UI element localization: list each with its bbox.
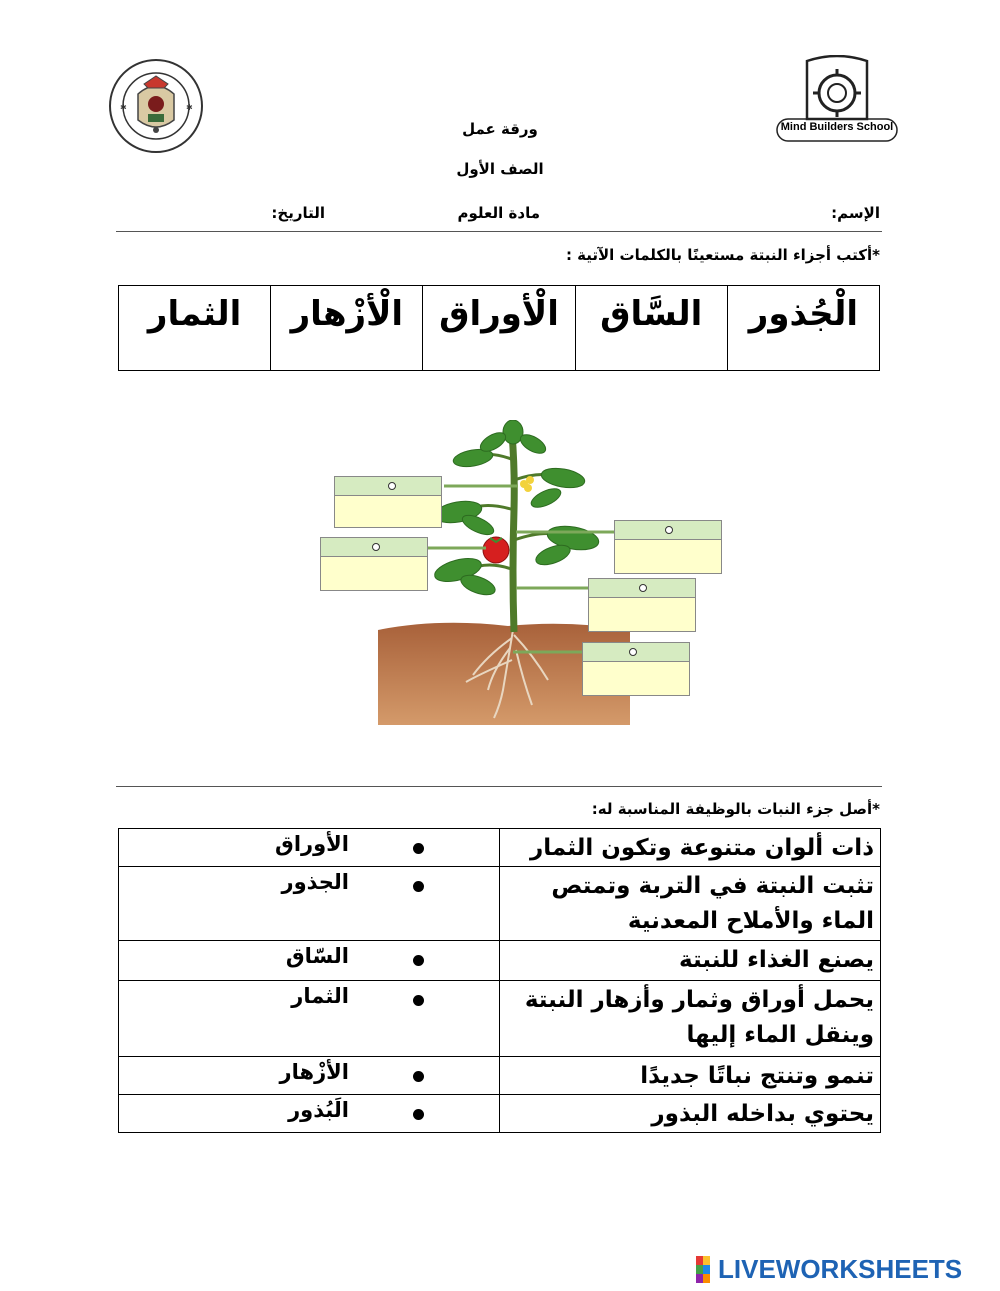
match-dot[interactable] [413,843,424,854]
word-cell: الْأزْهار [271,286,423,371]
table-row [119,1057,881,1095]
matching-table [118,828,881,1133]
header-divider [116,231,882,232]
worksheet-title: ورقة عمل [462,120,538,138]
part-label: الثمار [291,984,349,1008]
function-cell: تنمو وتنتج نباتًا جديدًا [500,1057,881,1095]
match-dot[interactable] [413,1071,424,1082]
brand-text: LIVEWORKSHEETS [718,1254,963,1284]
liveworksheets-logo-icon [696,1256,718,1284]
name-label: الإسم: [831,204,880,222]
part-label: الجذور [281,870,349,894]
function-cell: ذات ألوان متنوعة وتكون الثمار [500,829,881,867]
svg-text:✱: ✱ [120,103,127,112]
table-row [119,941,881,981]
match-dot[interactable] [413,1109,424,1120]
section1-instruction: *أكتب أجزاء النبتة مستعينًا بالكلمات الآتية : [565,246,880,264]
part-cell [119,981,500,1057]
part-label: السّاق [285,944,349,968]
word-cell: الْأوراق [423,286,575,371]
part-cell [119,941,500,981]
school-logo [775,55,899,145]
part-label: الأوراق [275,832,349,856]
school-logo-text: Mind Builders School [780,121,894,133]
plant-label-box[interactable] [320,537,428,591]
function-cell: يحتوي بداخله البذور [500,1095,881,1133]
section2-instruction: *أصل جزء النبات بالوظيفة المناسبة له: [591,800,880,818]
liveworksheets-brand [696,1254,996,1286]
plant-label-box[interactable] [614,520,722,574]
part-cell [119,1095,500,1133]
plant-label-box[interactable] [582,642,690,696]
ministry-seal [108,58,204,154]
part-cell [119,1057,500,1095]
plant-diagram [318,420,738,740]
word-cell: الثمار [119,286,271,371]
plant-label-box[interactable] [588,578,696,632]
stem-shape [512,434,514,632]
function-cell: يصنع الغذاء للنبتة [500,941,881,981]
subject-label: مادة العلوم [457,204,540,222]
word-bank-table [118,285,880,371]
ministry-seal-icon [108,58,204,154]
plant-label-box[interactable] [334,476,442,528]
word-cell: الْجُذور [727,286,879,371]
date-label: التاريخ: [271,204,325,222]
section-divider [116,786,882,787]
function-cell: تثبت النبتة في التربة وتمتص الماء والأملاح المعدنية [500,867,881,941]
part-cell [119,867,500,941]
table-row [119,1095,881,1133]
part-label: الَبُذور [288,1098,349,1122]
table-row [119,867,881,941]
part-cell [119,829,500,867]
table-row [119,829,881,867]
part-label: الأزْهار [279,1060,349,1084]
function-cell: يحمل أوراق وثمار وأزهار النبتة وينقل الماء إليها [500,981,881,1057]
match-dot[interactable] [413,881,424,892]
grade-label: الصف الأول [456,160,544,178]
svg-text:✱: ✱ [186,103,193,112]
table-row [119,981,881,1057]
match-dot[interactable] [413,955,424,966]
word-cell: السَّاق [575,286,727,371]
match-dot[interactable] [413,995,424,1006]
